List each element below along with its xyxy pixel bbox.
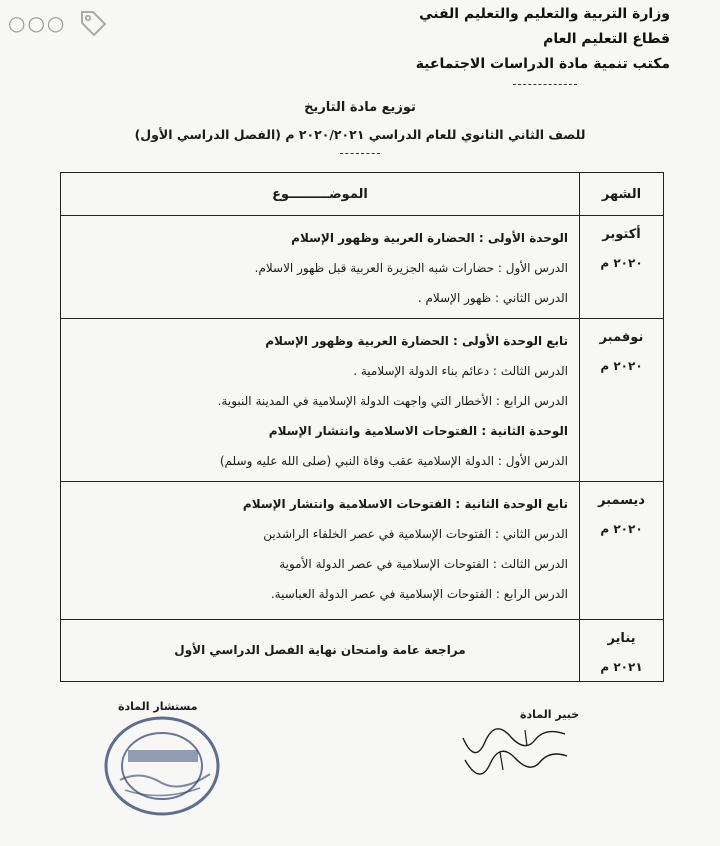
table-header-row: [61, 173, 664, 216]
month-header: الشهر: [580, 173, 664, 216]
topic-cell: [61, 620, 580, 682]
month-year: ٢٠٢٠ م: [600, 359, 643, 373]
sector-name: قطاع التعليم العام: [543, 31, 670, 47]
lesson-line: الدرس الرابع : الفتوحات الإسلامية في عصر الدولة العباسية.: [270, 587, 568, 601]
unit-title: الوحدة الأولى : الحضارة العربية وظهور الإسلام: [291, 231, 568, 245]
lesson-line: الدرس الثاني : ظهور الإسلام .: [417, 291, 568, 305]
month-year: ٢٠٢٠ م: [600, 256, 643, 270]
handwritten-signature: [455, 722, 575, 782]
unit-title: تابع الوحدة الأولى : الحضارة العربية وظهور الإسلام: [265, 334, 568, 348]
advisor-title: مستشار المادة: [118, 700, 198, 713]
title-divider: [340, 153, 380, 154]
month-year: ٢٠٢١ م: [600, 660, 643, 674]
viewer-toolbar: [8, 8, 108, 38]
document-subtitle: للصف الثاني الثانوي للعام الدراسي ٢٠٢٠/٢٠٢١ م (الفصل الدراسي الأول): [134, 127, 586, 142]
lesson-line: الدرس الرابع : الأخطار التي واجهت الدولة الإسلامية في المدينة النبوية.: [217, 394, 568, 408]
lesson-line: الدرس الثالث : الفتوحات الإسلامية في عصر الدولة الأموية: [279, 557, 568, 571]
month-year: ٢٠٢٠ م: [600, 522, 643, 536]
expert-title: خبير المادة: [520, 708, 580, 721]
topic-cell: [61, 319, 580, 482]
lesson-line: الدرس الثالث : دعائم بناء الدولة الإسلامية .: [353, 364, 568, 378]
table-row: [61, 482, 664, 620]
month-name: نوفمبر: [599, 330, 644, 345]
lesson-line: الدرس الأول : حضارات شبه الجزيرة العربية قبل ظهور الاسلام.: [254, 261, 568, 275]
lesson-line: الدرس الثاني : الفتوحات الإسلامية في عصر الخلفاء الراشدين: [263, 527, 568, 541]
table-row: [61, 319, 664, 482]
month-name: ديسمبر: [598, 493, 645, 508]
official-seal-stamp: [100, 710, 225, 820]
month-cell: [580, 216, 664, 319]
ministry-name: وزارة التربية والتعليم والتعليم الفني: [419, 6, 670, 22]
unit-title: تابع الوحدة الثانية : الفتوحات الاسلامية وانتشار الإسلام: [242, 497, 568, 511]
tag-icon[interactable]: [78, 8, 108, 38]
topic-header: الموضـــــــــوع: [61, 173, 580, 216]
more-dots-icon[interactable]: ○○○: [8, 11, 67, 35]
schedule-table: [60, 172, 664, 682]
unit-title: مراجعة عامة وامتحان نهاية الفصل الدراسي الأول: [174, 643, 466, 657]
month-name: أكتوبر: [602, 227, 641, 242]
topic-cell: [61, 216, 580, 319]
unit-title: الوحدة الثانية : الفتوحات الاسلامية وانتشار الإسلام: [268, 424, 568, 438]
office-name: مكتب تنمية مادة الدراسات الاجتماعية: [415, 56, 670, 72]
table-row: [61, 216, 664, 319]
header-divider: [513, 84, 577, 85]
month-cell: [580, 620, 664, 682]
month-name: يناير: [607, 631, 636, 646]
month-cell: [580, 319, 664, 482]
table-row: [61, 620, 664, 682]
topic-cell: [61, 482, 580, 620]
lesson-line: الدرس الأول : الدولة الإسلامية عقب وفاة النبي (صلى الله عليه وسلم): [219, 454, 568, 468]
month-cell: [580, 482, 664, 620]
document-title: توزيع مادة التاريخ: [304, 100, 416, 115]
